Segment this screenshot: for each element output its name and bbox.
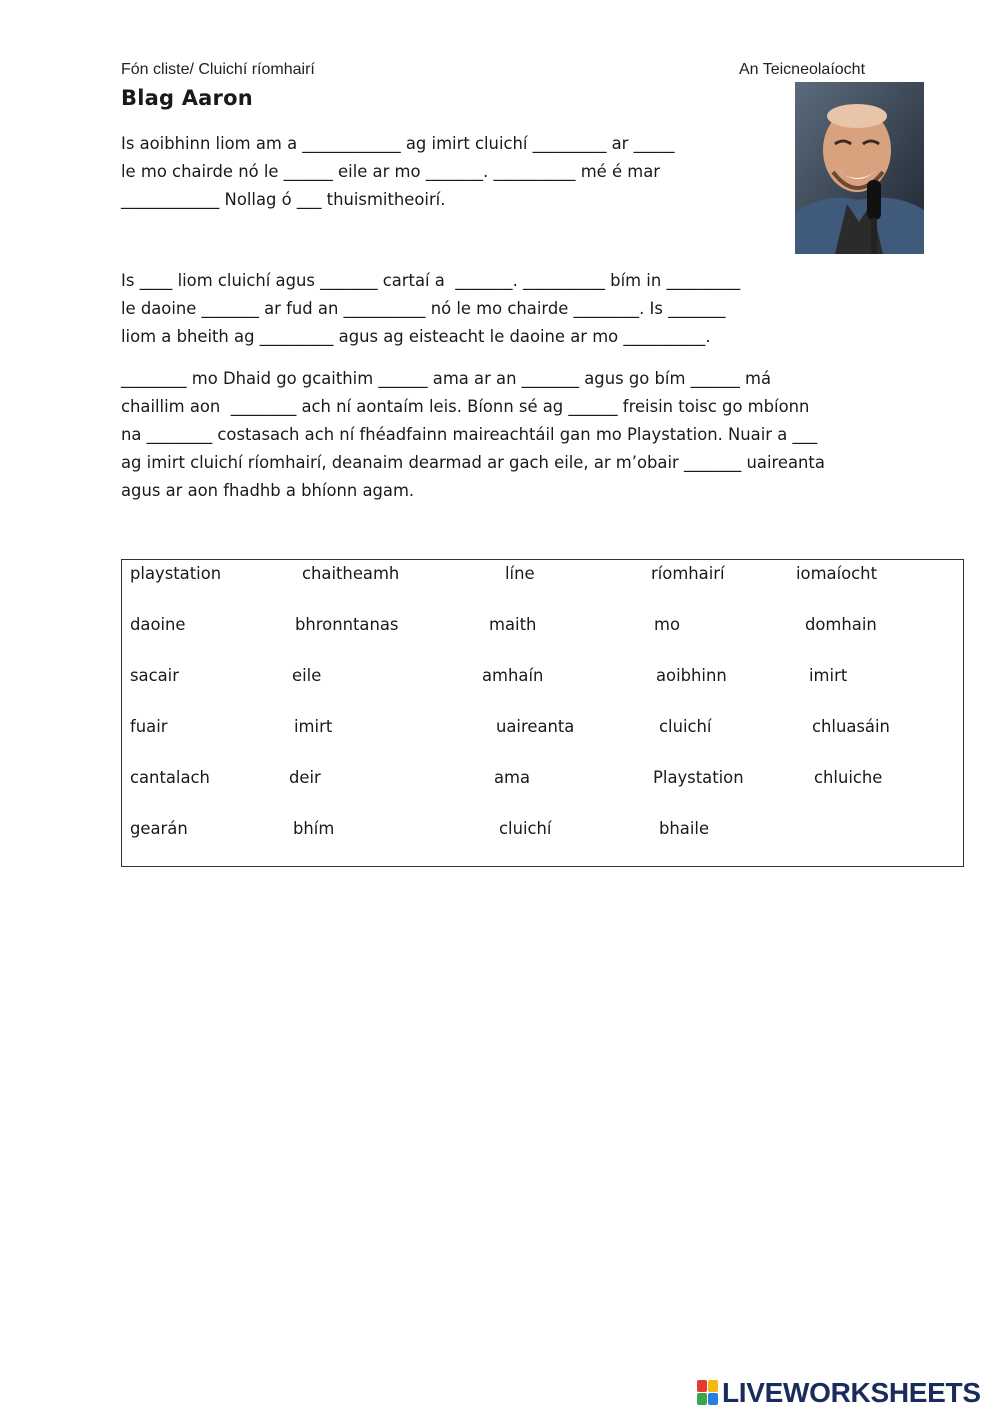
word-bank-word[interactable]: cluichí [659,717,712,736]
paragraph-1 [121,130,675,214]
liveworksheets-logo [697,1378,981,1408]
word-bank-word[interactable]: gearán [130,819,188,838]
word-bank-word[interactable]: cantalach [130,768,210,787]
word-bank-word[interactable]: chluasáin [812,717,890,736]
word-bank-word[interactable]: aoibhinn [656,666,727,685]
header-subject: Fón cliste/ Cluichí ríomhairí [121,61,315,78]
word-bank-word[interactable]: eile [292,666,322,685]
header-topic: An Teicneolaíocht [739,61,866,78]
paragraph-1-line: Is aoibhinn liom am a ____________ ag imirt cluichí _________ ar _____ [121,134,675,153]
paragraph-1-line: le mo chairde nó le ______ eile ar mo _______. __________ mé é mar [121,162,660,181]
word-bank-word[interactable]: amhaín [482,666,544,685]
paragraph-3-line: agus ar aon fhadhb a bhíonn agam. [121,481,415,500]
word-bank-word[interactable]: deir [289,768,321,787]
word-bank-word[interactable]: fuair [130,717,168,736]
paragraph-1-line: ____________ Nollag ó ___ thuismitheoirí. [121,190,446,209]
paragraph-3 [121,365,825,505]
word-bank-word[interactable]: mo [654,615,680,634]
word-bank-word[interactable]: imirt [809,666,848,685]
paragraph-2-line: le daoine _______ ar fud an __________ nó le mo chairde ________. Is _______ [121,299,726,318]
paragraph-3-line: ________ mo Dhaid go gcaithim ______ ama ar an _______ agus go bím ______ má [121,369,772,388]
portrait-photo [795,82,924,254]
word-bank-word[interactable]: playstation [130,564,222,583]
word-bank-word[interactable]: cluichí [499,819,552,838]
portrait-photo-icon [795,82,924,254]
liveworksheets-logo-icon [697,1380,719,1406]
liveworksheets-logo-text: LIVEWORKSHEETS [722,1377,981,1408]
paragraph-2-line: Is ____ liom cluichí agus _______ cartaí a _______. __________ bím in _________ [121,271,741,290]
word-bank-word[interactable]: uaireanta [496,717,575,736]
word-bank-word[interactable]: iomaíocht [796,564,878,583]
word-bank-word[interactable]: bhaile [659,819,710,838]
word-bank-word[interactable]: líne [505,564,535,583]
paragraph-3-line: chaillim aon ________ ach ní aontaím leis. Bíonn sé ag ______ freisin toisc go mbíonn [121,397,810,416]
word-bank-word[interactable]: maith [489,615,537,634]
word-bank-word[interactable]: daoine [130,615,186,634]
word-bank-word[interactable]: chaitheamh [302,564,400,583]
paragraph-2-line: liom a bheith ag _________ agus ag eisteacht le daoine ar mo __________. [121,327,711,346]
page-title: Blag Aaron [121,86,253,110]
paragraph-3-line: na ________ costasach ach ní fhéadfainn maireachtáil gan mo Playstation. Nuair a ___ [121,425,818,444]
word-bank-word[interactable]: bhím [293,819,335,838]
word-bank-word[interactable]: ríomhairí [651,564,725,583]
word-bank [121,559,964,867]
word-bank-word[interactable]: Playstation [653,768,744,787]
word-bank-word[interactable]: sacair [130,666,179,685]
paragraph-3-line: ag imirt cluichí ríomhairí, deanaim dearmad ar gach eile, ar m’obair _______ uaireanta [121,453,825,472]
paragraph-2 [121,267,740,351]
word-bank-word[interactable]: chluiche [814,768,883,787]
word-bank-word[interactable]: imirt [294,717,333,736]
word-bank-word[interactable]: bhronntanas [295,615,399,634]
word-bank-word[interactable]: ama [494,768,531,787]
word-bank-word[interactable]: domhain [805,615,877,634]
